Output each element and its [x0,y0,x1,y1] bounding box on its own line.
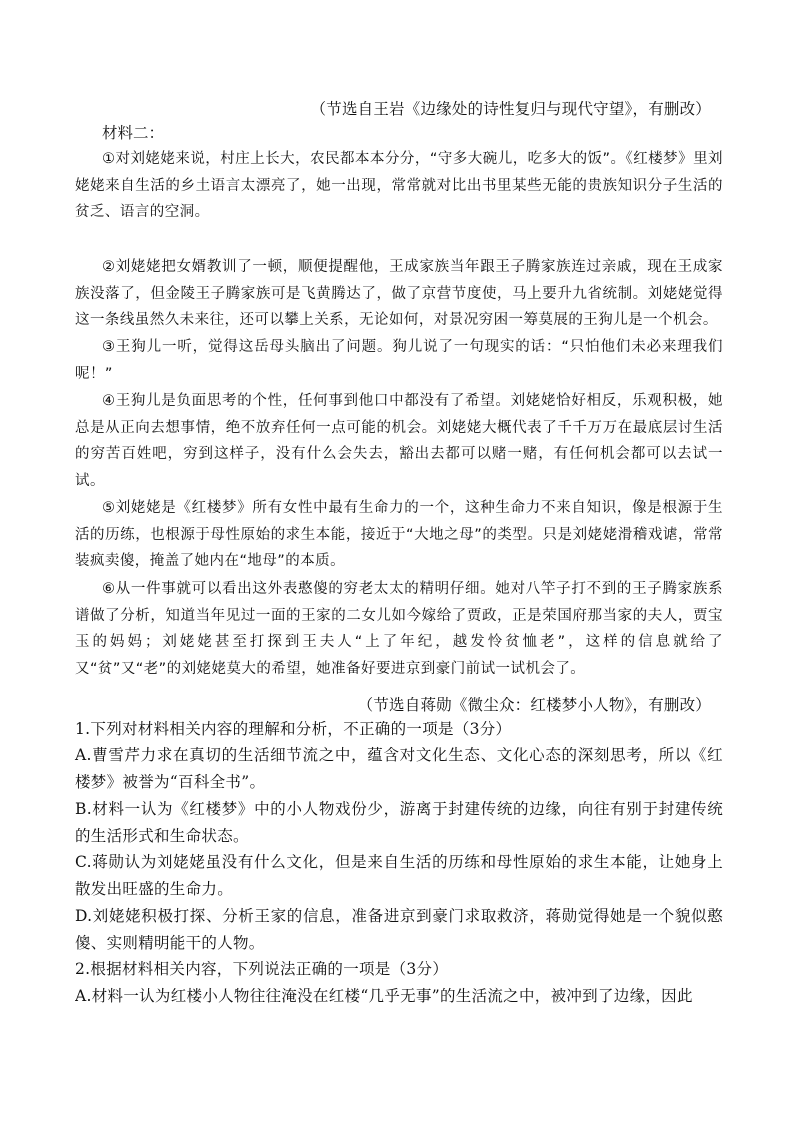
question-1-option-d: D.刘姥姥积极打探、分析王家的信息，准备进京到豪门求取救济，蒋勋觉得她是一个貌似憨傻、实则精明能干的人物。 [75,907,723,952]
question-1-stem: 1.下列对材料相关内容的理解和分析，不正确的一项是（3分） [75,720,512,738]
question-1-option-c: C.蒋勋认为刘姥姥虽没有什么文化，但是来自生活的历练和母性原始的求生本能，让她身上散发出旺盛的生命力。 [75,853,723,898]
source-citation-1: （节选自王岩《边缘处的诗性复归与现代守望》，有删改） [310,100,711,118]
material-2-heading: 材料二： [102,124,165,142]
source-citation-2: （节选自蒋勋《微尘众：红楼梦小人物》，有删改） [357,696,711,714]
question-2-stem: 2.根据材料相关内容，下列说法正确的一项是（3分） [75,960,449,978]
question-2-option-a: A.材料一认为红楼小人物往往淹没在红楼“几乎无事”的生活流之中，被冲到了边缘，因此 [75,987,693,1005]
question-1-option-a: A.曹雪芹力求在真切的生活细节流之中，蕴含对文化生态、文化心态的深刻思考，所以《红楼梦》被誉为“百科全书”。 [75,746,723,791]
passage-paragraph-6: ⑥从一件事就可以看出这外表憨傻的穷老太太的精明仔细。她对八竿子打不到的王子腾家族系谱做了分析，知道当年见过一面的王家的二女儿如今嫁给了贾政，正是荣国府那当家的夫人，贾宝玉的妈妈；刘姥姥甚至打探到王夫人“上了年纪，越发怜贫恤老”，这样的信息就给了又“贫”又“老”的刘姥姥莫大的希望，她准备好要进京到豪门前试一试机会了。 [75,581,723,677]
passage-paragraph-5: ⑤刘姥姥是《红楼梦》所有女性中最有生命力的一个，这种生命力不来自知识，像是根源于生活的历练，也根源于母性原始的求生本能，接近于“大地之母”的类型。只是刘姥姥滑稽戏谑，常常装疯卖傻，掩盖了她内在“地母”的本质。 [75,500,723,570]
question-1-option-b: B.材料一认为《红楼梦》中的小人物戏份少，游离于封建传统的边缘，向往有别于封建传统的生活形式和生命状态。 [75,800,723,845]
passage-paragraph-1: ①对刘姥姥来说，村庄上长大，农民都本本分分，“守多大碗儿，吃多大的饭”。《红楼梦》里刘姥姥来自生活的乡土语言太漂亮了，她一出现，常常就对比出书里某些无能的贵族知识分子生活的贫乏、语言的空洞。 [75,151,723,221]
passage-paragraph-3: ③王狗儿一听，觉得这岳母头脑出了问题。狗儿说了一句现实的话：“只怕他们未必来理我们呢！” [75,339,723,382]
passage-paragraph-4: ④王狗儿是负面思考的个性，任何事到他口中都没有了希望。刘姥姥恰好相反，乐观积极，她总是从正向去想事情，绝不放弃任何一点可能的机会。刘姥姥大概代表了千千万万在最底层讨生活的穷苦百姓吧，穷到这样子，没有什么会失去，豁出去都可以赌一赌，有任何机会都可以去试一试。 [75,393,723,489]
passage-paragraph-2: ②刘姥姥把女婿教训了一顿，顺便提醒他，王成家族当年跟王子腾家族连过亲戚，现在王成家族没落了，但金陵王子腾家族可是飞黄腾达了，做了京营节度使，马上要升九省统制。刘姥姥觉得这一条线虽然久未来往，还可以攀上关系，无论如何，对景况穷困一筹莫展的王狗儿是一个机会。 [75,259,723,329]
